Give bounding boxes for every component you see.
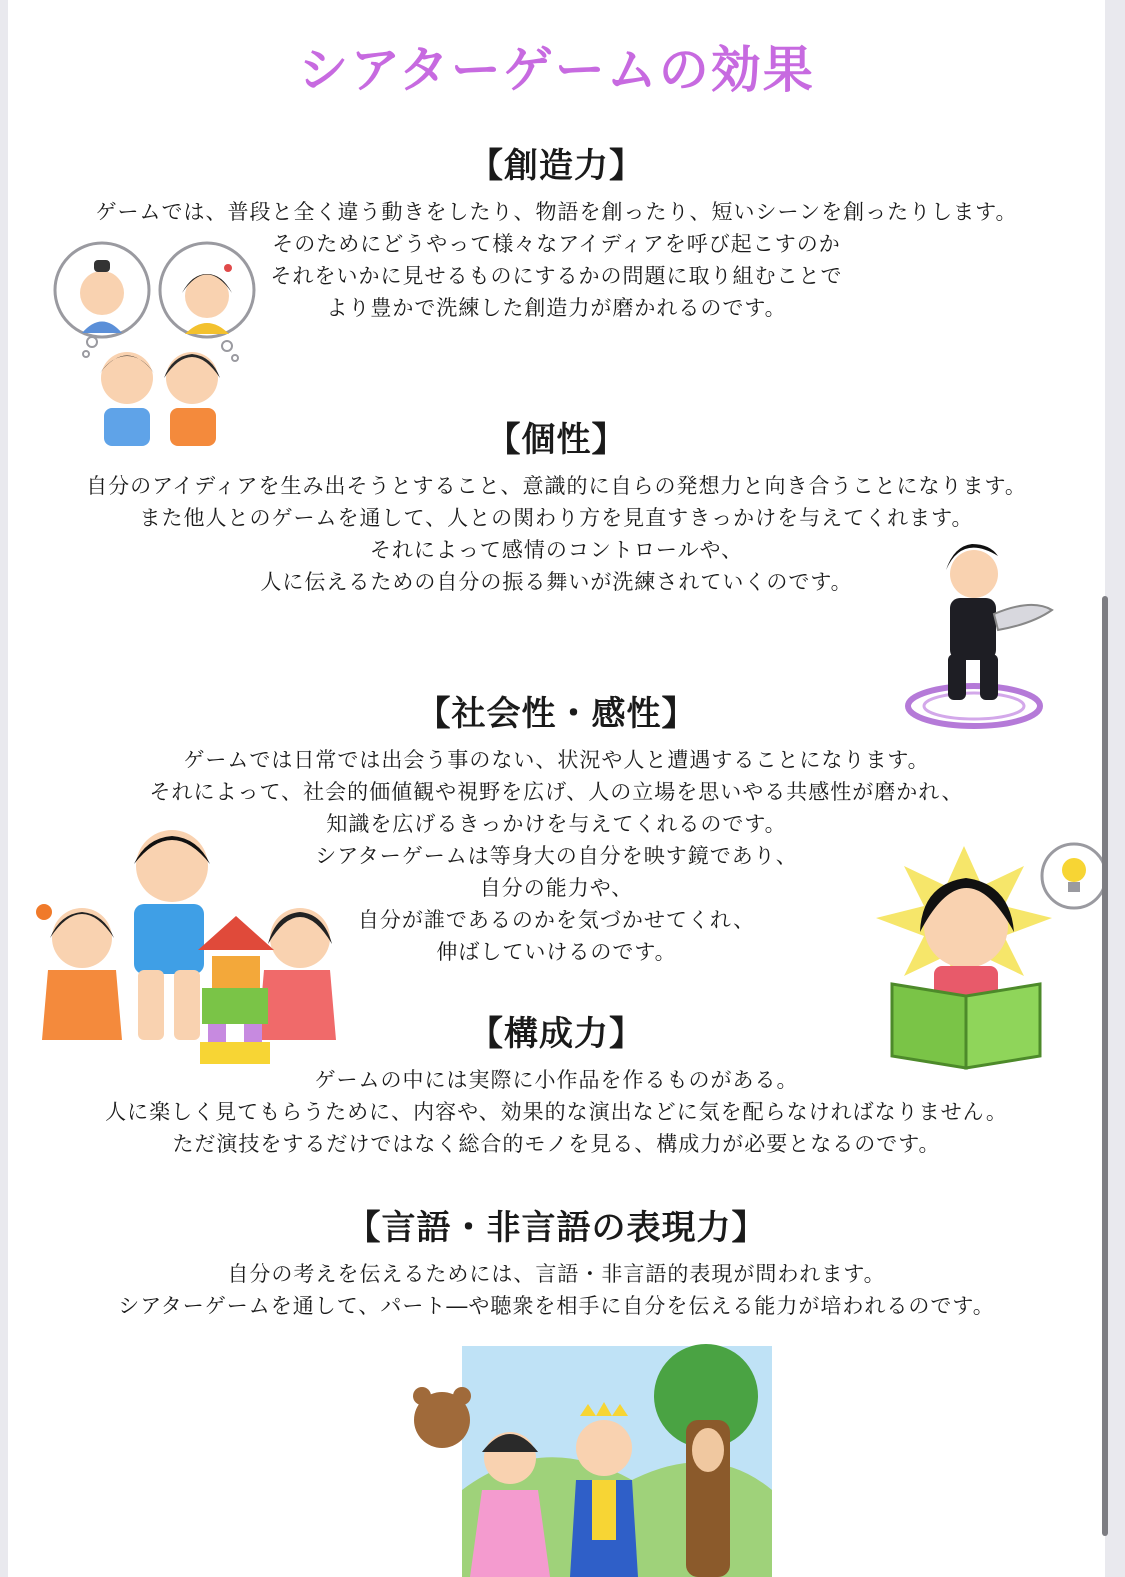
section-line: シアターゲームを通して、パート―や聴衆を相手に自分を伝える能力が培われるのです。 [118,1294,995,1318]
section-line: 自分の能力や、 [479,876,634,900]
kids-stage-play-illustration [392,1340,812,1577]
section-line: ただ演技をするだけではなく総合的モノを見る、構成力が必要となるのです。 [172,1132,941,1156]
section-line: 自分のアイディアを生み出そうとすること、意識的に自らの発想力と向き合うことになります。 [86,474,1027,498]
section-line: より豊かで洗練した創造力が磨かれるのです。 [326,296,787,320]
section-line: ゲームでは日常では出会う事のない、状況や人と遭遇することになります。 [183,748,930,772]
kids-blocks-illustration [12,820,342,1070]
section-line: 自分の考えを伝えるためには、言語・非言語的表現が問われます。 [227,1262,886,1286]
section-line: 自分が誰であるのかを気づかせてくれ、 [357,908,756,932]
section-line: 伸ばしていけるのです。 [436,940,677,964]
section-heading: 【創造力】 [469,146,644,186]
section-heading: 【構成力】 [469,1014,644,1054]
section-line: ゲームの中には実際に小作品を作るものがある。 [314,1068,799,1092]
section-line: それによって、社会的価値観や視野を広げ、人の立場を思いやる共感性が磨かれ、 [149,780,964,804]
section-line: シアターゲームは等身大の自分を映す鏡であり、 [315,844,798,868]
section-line: また他人とのゲームを通して、人との関わり方を見直すきっかけを与えてくれます。 [139,506,974,530]
girl-reading-illustration [864,836,1104,1076]
section-heading: 【個性】 [486,420,627,460]
page-title: シアターゲームの効果 [298,41,815,99]
section-line: それをいかに見せるものにするかの問題に取り組むことで [270,264,843,288]
document-page [8,0,1105,1577]
section-line: それによって感情のコントロールや、 [369,538,744,562]
pose-student-illustration [902,534,1062,734]
section-line: ゲームでは、普段と全く違う動きをしたり、物語を創ったり、短いシーンを創ったりします。 [95,200,1018,224]
scrollbar[interactable] [1102,596,1108,1536]
section-line: そのためにどうやって様々なアイディアを呼び起こすのか [272,232,841,256]
kids-imagining-illustration [52,238,272,448]
section-heading: 【言語・非言語の表現力】 [346,1208,767,1248]
section-heading: 【社会性・感性】 [416,694,697,734]
section-line: 人に伝えるための自分の振る舞いが洗練されていくのです。 [260,570,853,594]
section-expression [8,1208,1105,1322]
section-line: 人に楽しく見てもらうために、内容や、効果的な演出などに気を配らなければなりません。 [105,1100,1008,1124]
section-line: 知識を広げるきっかけを与えてくれるのです。 [326,812,787,836]
